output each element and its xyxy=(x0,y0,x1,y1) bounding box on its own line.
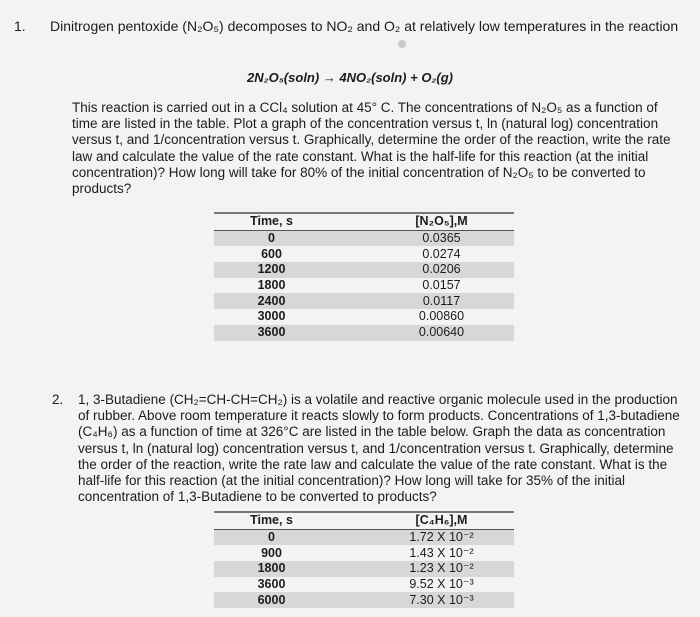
time-cell: 0 xyxy=(214,230,329,246)
table-row xyxy=(214,246,514,262)
table-row xyxy=(214,577,514,593)
time-cell: 1200 xyxy=(214,262,329,278)
concentration-cell: 0.0117 xyxy=(369,293,514,309)
time-cell: 600 xyxy=(261,246,282,261)
cursor-dot-icon xyxy=(398,40,406,48)
table-header-row xyxy=(214,213,514,230)
question-1-paragraph: This reaction is carried out in a CCl₄ solution at 45° C. The concentrations of N₂O₅ as a function of time are listed in the table. Plot a graph of the concentration versus t, ln (natural log) concentration versus t, and 1/concentration versus t. Graphically, determine the order of the reaction, write the rate law and calculate the value of the rate constant. What is the half-life for this reaction (at the initial concentration)? How long will take for 80% of the initial concentration of N₂O₅ to be converted to products? xyxy=(72,100,671,197)
table-row xyxy=(214,278,514,294)
time-cell: 0 xyxy=(214,529,329,545)
concentration-cell: 0.0206 xyxy=(369,262,514,278)
table-row xyxy=(214,545,514,561)
time-cell: 3600 xyxy=(214,325,329,341)
question-1-intro-text: Dinitrogen pentoxide (N₂O₅) decomposes to NO₂ and O₂ at relatively low temperatures in the reaction xyxy=(50,18,679,34)
time-cell: 3000 xyxy=(257,309,286,324)
question-2-paragraph: 1, 3-Butadiene (CH₂=CH-CH=CH₂) is a volatile and reactive organic molecule used in the production of rubber. Above room temperature it reacts slowly to form products. Concentrations of 1,3-butadiene (C₄H₆) as a function of time at 326°C are listed in the table below. Graph the data as concentration versus t, ln (natural log) concentration versus t, and 1/concentration versus t. Graphically, determine the order of the reaction, write the rate law and calculate the value of the rate constant. What is the half-life for this reaction (at the initial concentration)? How long will take for 35% of the initial concentration of 1,3-Butadiene to be converted to products? xyxy=(78,392,680,505)
table-row xyxy=(214,561,514,577)
concentration-cell: 1.23 X 10⁻² xyxy=(369,561,514,577)
concentration-cell: 0.0274 xyxy=(422,246,461,261)
n2o5-concentration-table xyxy=(214,212,514,341)
concentration-cell: 0.0157 xyxy=(422,278,461,293)
table-row xyxy=(214,325,514,341)
time-cell: 3600 xyxy=(257,577,286,592)
butadiene-concentration-table xyxy=(214,511,514,608)
table-row xyxy=(214,309,514,325)
concentration-cell: 0.00860 xyxy=(418,309,465,324)
time-cell: 1800 xyxy=(257,278,286,293)
table-row xyxy=(214,293,514,309)
concentration-cell: 7.30 X 10⁻³ xyxy=(369,592,514,608)
time-cell: 2400 xyxy=(214,293,329,309)
table-header-row xyxy=(214,512,514,529)
time-column-header: Time, s xyxy=(214,512,329,529)
concentration-cell: 1.43 X 10⁻² xyxy=(409,545,474,560)
table-row xyxy=(214,230,514,246)
time-cell: 1800 xyxy=(214,561,329,577)
time-column-header: Time, s xyxy=(214,213,329,230)
concentration-cell: 9.52 X 10⁻³ xyxy=(409,577,474,592)
question-2-number: 2. xyxy=(52,392,64,407)
question-1-number: 1. xyxy=(14,18,26,34)
time-cell: 900 xyxy=(261,545,282,560)
concentration-column-header: [C₄H₆],M xyxy=(369,512,514,529)
question-1-intro xyxy=(14,18,684,34)
concentration-cell: 0.00640 xyxy=(369,325,514,341)
table-row xyxy=(214,592,514,608)
reaction-equation: 2N₂O₅(soln) → 4NO₂(soln) + O₂(g) xyxy=(247,70,453,85)
table-row xyxy=(214,262,514,278)
table-row xyxy=(214,529,514,545)
time-cell: 6000 xyxy=(214,592,329,608)
concentration-cell: 0.0365 xyxy=(369,230,514,246)
concentration-column-header: [N₂O₅],M xyxy=(369,213,514,230)
concentration-cell: 1.72 X 10⁻² xyxy=(369,529,514,545)
